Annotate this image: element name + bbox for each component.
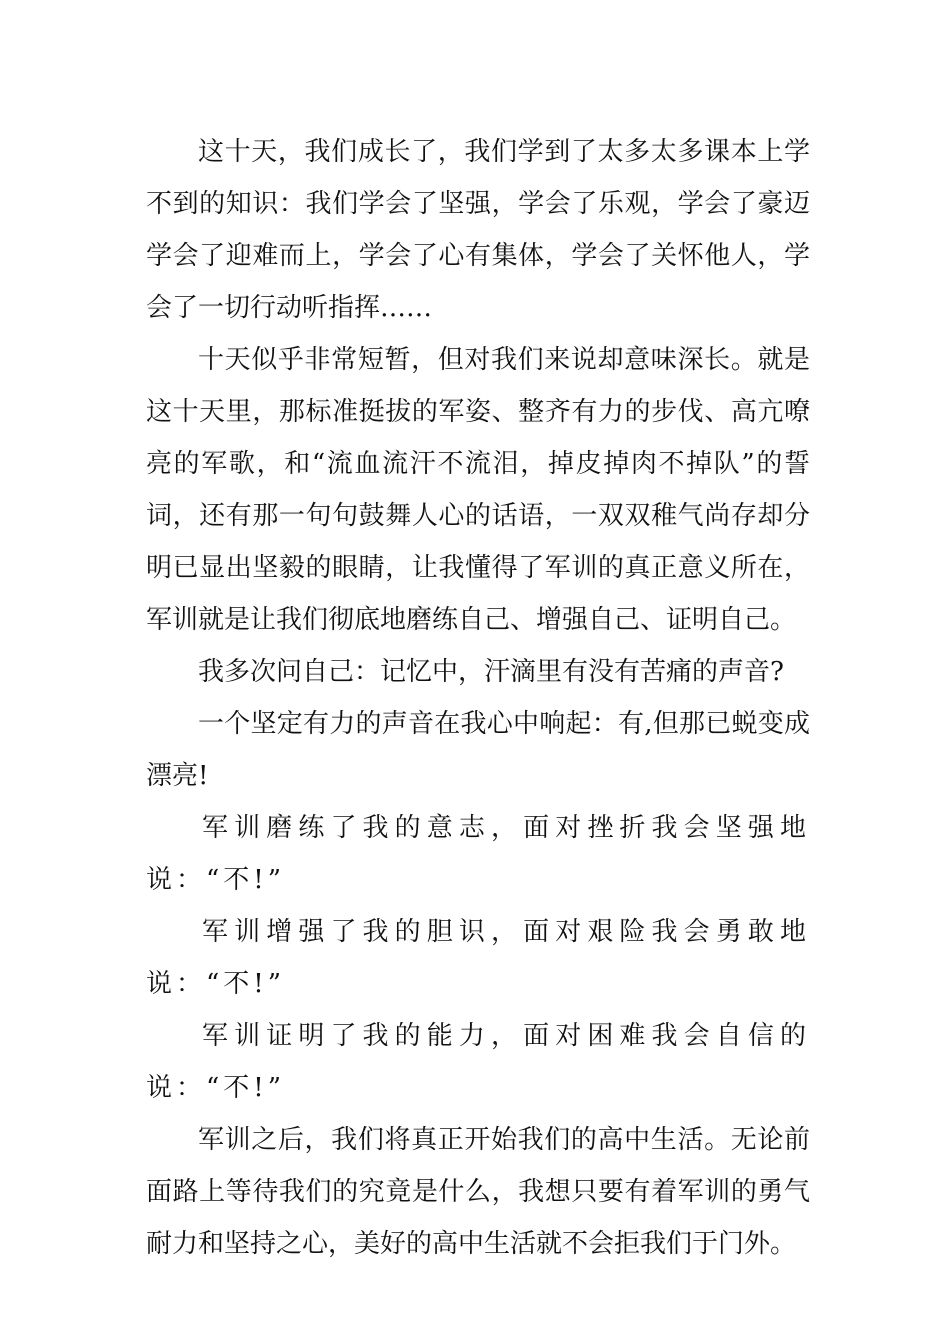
paragraph-growth: 这十天，我们成长了，我们学到了太多太多课本上学不到的知识：我们学会了坚强，学会了乐观，学会了豪迈学会了迎难而上，学会了心有集体，学会了关怀他人，学会了一切行动听指挥…… (146, 137, 810, 323)
paragraph-ability: 军训证明了我的能力，面对困难我会自信的说：“不!” (146, 1021, 810, 1103)
paragraph-courage: 军训增强了我的胆识，面对艰险我会勇敢地说：“不!” (146, 917, 810, 999)
document-body (146, 126, 810, 1270)
paragraph-ten-days: 十天似乎非常短暂，但对我们来说却意味深长。就是这十天里，那标准挺拔的军姿、整齐有力的步伐、高亢嘹亮的军歌，和“流血流汗不流泪，掉皮掉肉不掉队”的誓词，还有那一句句鼓舞人心的话语，一双双稚气尚存却分明已显出坚毅的眼睛，让我懂得了军训的真正意义所在，军训就是让我们彻底地磨练自己、增强自己、证明自己。 (146, 345, 810, 635)
paragraph-will: 军训磨练了我的意志，面对挫折我会坚强地说：“不!” (146, 813, 810, 895)
paragraph-conclusion: 军训之后，我们将真正开始我们的高中生活。无论前面路上等待我们的究竟是什么，我想只要有着军训的勇气耐力和坚持之心，美好的高中生活就不会拒我们于门外。 (146, 1125, 810, 1259)
paragraph-question: 我多次问自己：记忆中，汗滴里有没有苦痛的声音? (198, 657, 784, 687)
paragraph-answer: 一个坚定有力的声音在我心中响起：有,但那已蜕变成漂亮! (146, 709, 810, 791)
